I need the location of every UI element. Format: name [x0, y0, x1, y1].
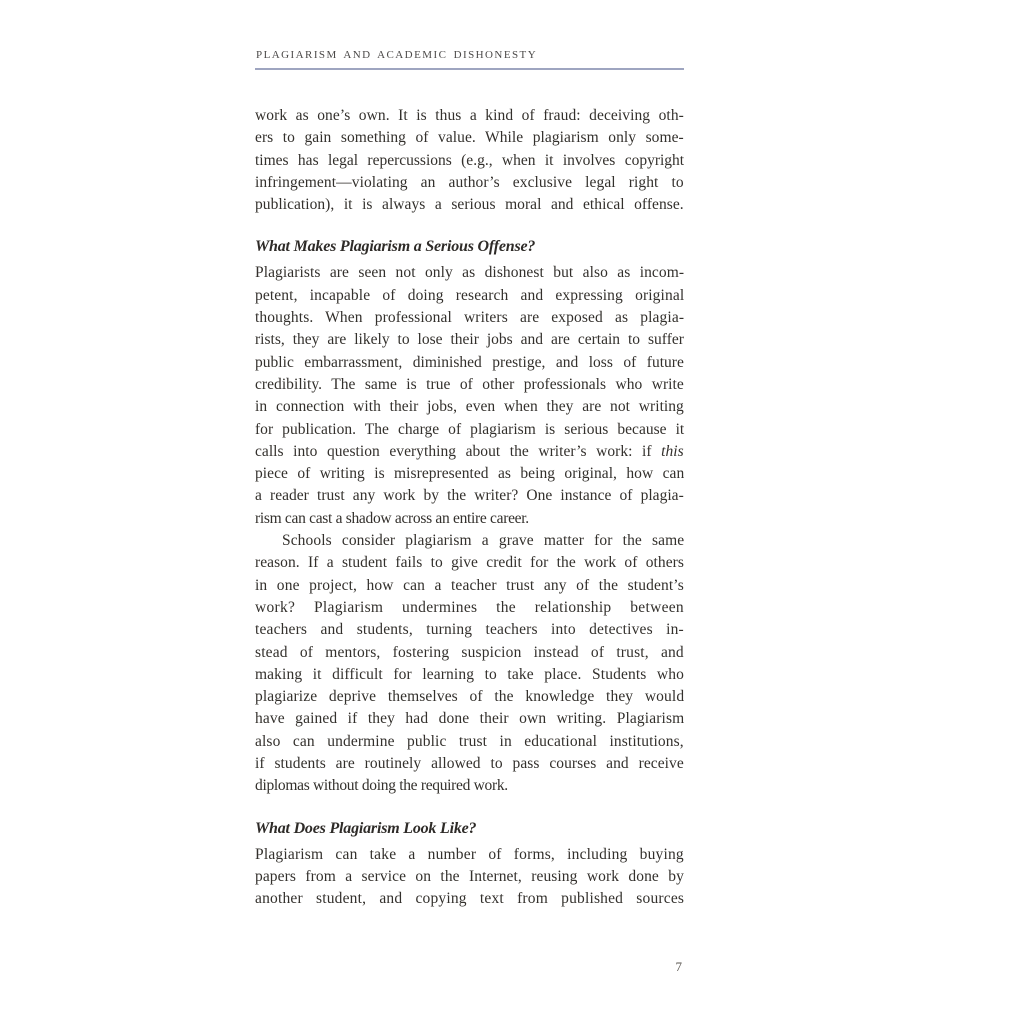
paragraph	[255, 105, 684, 216]
text-line: reason. If a student fails to give credit for the work of others	[255, 554, 684, 572]
text-line: piece of writing is misrepresented as being original, how can	[255, 465, 685, 483]
text-line: publication), it is always a serious moral and ethical offense.	[255, 196, 684, 214]
section-heading: What Makes Plagiarism a Serious Offense?	[255, 238, 536, 256]
text-line: also can undermine public trust in educational institutions,	[255, 732, 684, 750]
header-rule	[255, 68, 684, 70]
text-line: ers to gain something of value. While plagiarism only some-	[255, 129, 684, 147]
text-line: work as one’s own. It is thus a kind of fraud: deceiving oth-	[255, 107, 684, 124]
text-line: another student, and copying text from published sources	[255, 890, 685, 908]
text-line: calls into question everything about the writer’s work: if this	[255, 442, 684, 460]
text-column	[255, 105, 684, 911]
text-line: papers from a service on the Internet, reusing work done by	[255, 867, 684, 885]
text-line: public embarrassment, diminished prestige, and loss of future	[255, 353, 684, 371]
text-line: in one project, how can a teacher trust any of the student’s	[255, 576, 684, 594]
paragraph	[255, 262, 684, 530]
text-line: have gained if they had done their own writing. Plagiarism	[255, 710, 685, 728]
text-line: Schools consider plagiarism a grave matter for the same	[282, 532, 685, 550]
text-line: credibility. The same is true of other professionals who write	[255, 375, 684, 393]
running-header: PLAGIARISM AND ACADEMIC DISHONESTY	[256, 49, 538, 61]
text-line: Plagiarism can take a number of forms, including buying	[255, 845, 684, 863]
page-number: 7	[675, 959, 682, 974]
text-line: rists, they are likely to lose their jobs and are certain to suffer	[255, 331, 684, 349]
text-line: in connection with their jobs, even when they are not writing	[255, 398, 684, 416]
text-line: teachers and students, turning teachers into detectives in-	[255, 621, 684, 639]
text-line: times has legal repercussions (e.g., when it involves copyright	[255, 151, 685, 169]
text-line: a reader trust any work by the writer? One instance of plagia-	[255, 487, 684, 505]
text-line: work? Plagiarism undermines the relationship between	[255, 598, 684, 616]
text-line: stead of mentors, fostering suspicion instead of trust, and	[255, 643, 684, 661]
text-line: Plagiarists are seen not only as dishonest but also as incom-	[255, 264, 685, 282]
text-line: making it difficult for learning to take place. Students who	[255, 665, 684, 683]
section-heading: What Does Plagiarism Look Like?	[255, 819, 477, 837]
text-line: rism can cast a shadow across an entire career.	[255, 509, 529, 527]
text-line: diplomas without doing the required work.	[255, 777, 508, 795]
paragraph	[255, 530, 684, 798]
text-line: petent, incapable of doing research and expressing original	[255, 286, 685, 304]
text-line: for publication. The charge of plagiarism is serious because it	[255, 420, 685, 438]
text-line: plagiarize deprive themselves of the knowledge they would	[255, 688, 685, 706]
text-line: if students are routinely allowed to pass courses and receive	[255, 755, 684, 773]
text-line: infringement—violating an author’s exclusive legal right to	[255, 173, 684, 191]
paragraph	[255, 844, 684, 911]
text-line: thoughts. When professional writers are exposed as plagia-	[255, 309, 685, 327]
